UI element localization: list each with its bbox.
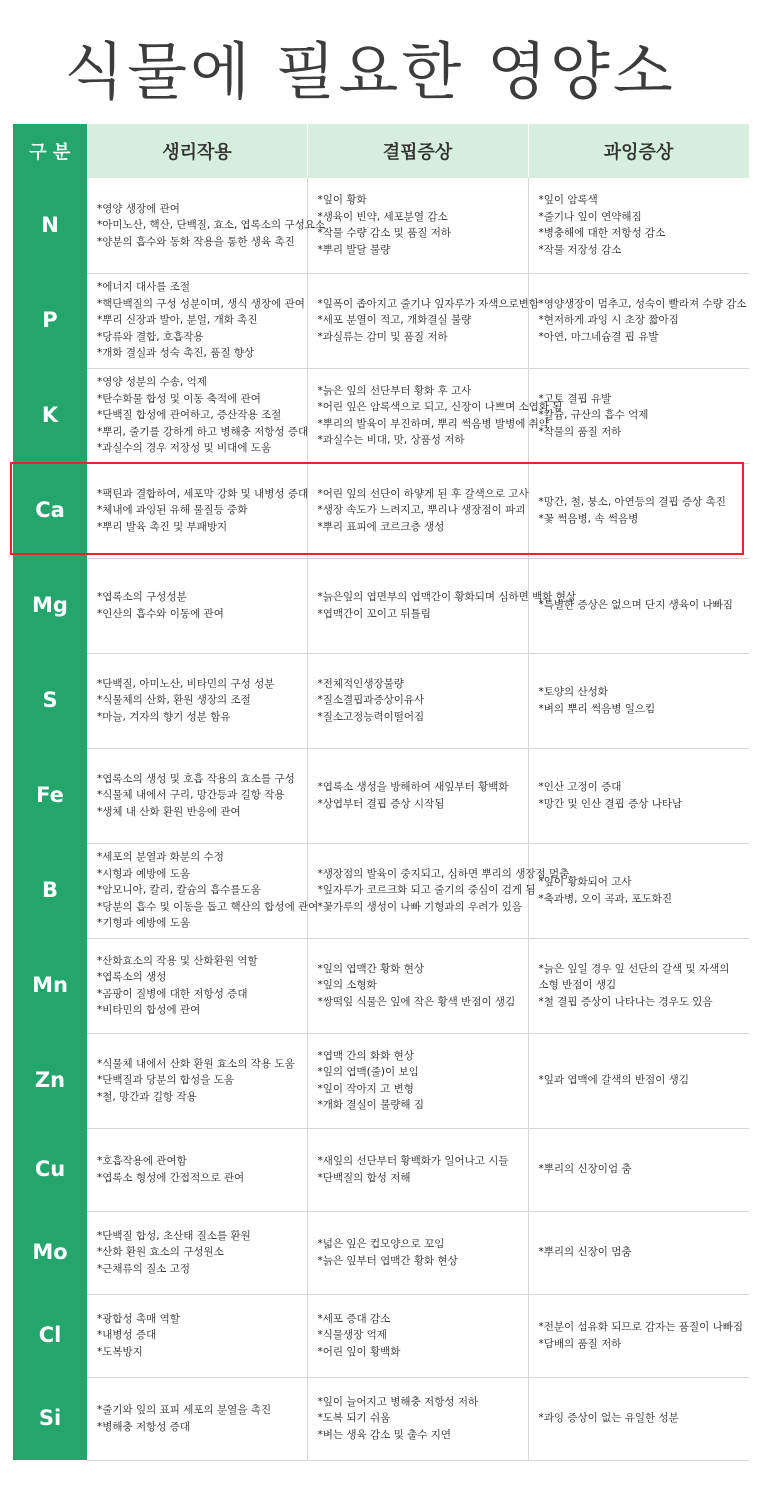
deficiency-line: *쌍떡잎 식물은 잎에 작은 황색 반점이 생김	[317, 995, 516, 1008]
excess-line: *뿌리의 신장이 멈춤	[538, 1246, 632, 1259]
deficiency-cell	[307, 273, 539, 368]
physiology-line: *세포의 분열과 화분의 수정	[97, 851, 224, 864]
physiology-cell	[87, 1033, 307, 1128]
physiology-line: *단백질과 당분의 합성을 도움	[97, 1074, 234, 1087]
deficiency-cell	[307, 1033, 528, 1128]
table-row	[13, 1294, 749, 1377]
deficiency-cell	[307, 463, 528, 558]
excess-cell	[528, 843, 749, 938]
table-row	[13, 1033, 749, 1128]
physiology-cell	[87, 1294, 307, 1377]
physiology-line: *줄기와 잎의 표피 세포의 분열을 촉진	[97, 1404, 272, 1416]
excess-cell	[528, 938, 749, 1033]
deficiency-cell	[307, 1128, 528, 1211]
physiology-line: *엽록소의 생성	[97, 971, 167, 983]
physiology-line: *영양 성분의 수송, 억제	[97, 376, 207, 389]
deficiency-line: *생장점의 발육이 중지되고, 심하면 뿌리의 생장점 멈춤	[317, 867, 570, 880]
table-row	[13, 938, 749, 1033]
table-row	[13, 558, 749, 653]
excess-cell	[528, 1211, 749, 1294]
excess-cell	[528, 1294, 749, 1377]
excess-line: *담배의 품질 저하	[538, 1337, 622, 1350]
physiology-line: *도복방지	[97, 1345, 143, 1358]
excess-cell	[528, 1377, 749, 1460]
excess-line: *병충해에 대한 저항성 감소	[538, 227, 666, 240]
physiology-line: *엽록소 형성에 간접적으로 관여	[97, 1171, 245, 1184]
deficiency-line: *잎이 늘어지고 병해충 저항성 저하	[317, 1395, 479, 1408]
excess-line: 소형 반점이 생김	[538, 979, 617, 992]
deficiency-line: *질소결핍과증상이유사	[317, 694, 425, 707]
deficiency-line: *벼는 생육 감소 및 출수 지연	[317, 1428, 452, 1441]
excess-cell	[528, 1033, 749, 1128]
physiology-line: *당분의 흡수 및 이동을 돕고 핵산의 합성에 관여	[97, 900, 319, 913]
physiology-cell	[87, 938, 307, 1033]
table-row	[13, 273, 749, 368]
excess-line: *과잉 증상이 없는 유일한 성분	[538, 1412, 679, 1425]
excess-line: *아연, 마그네슘결 핍 유발	[538, 330, 659, 343]
physiology-line: *단백질 합성에 관여하고, 증산작용 조절	[97, 409, 282, 422]
physiology-line: *산화효소의 작용 및 산화환원 역할	[97, 954, 258, 967]
header-deficiency: 결핍증상	[307, 124, 528, 178]
deficiency-line: *개화 결실이 불량해 짐	[317, 1099, 425, 1111]
element-symbol: B	[13, 843, 87, 938]
physiology-line: *호흡작용에 관여함	[97, 1155, 187, 1167]
excess-line: *칼슘, 규산의 흡수 억제	[538, 409, 649, 422]
excess-line: *철 결핍 증상이 나타나는 경우도 있음	[538, 995, 713, 1008]
table-header-row	[13, 124, 749, 178]
element-symbol: Si	[13, 1377, 87, 1460]
deficiency-line: *단백질의 합성 저해	[317, 1171, 411, 1184]
deficiency-line: *어린 잎은 암록색으로 되고, 신장이 나쁘며 소엽화 됨	[317, 401, 563, 413]
element-symbol: Ca	[13, 463, 87, 558]
deficiency-cell	[307, 653, 528, 748]
deficiency-line: *잎이 작아지 고 변형	[317, 1082, 414, 1095]
physiology-cell	[87, 178, 326, 273]
excess-line: *영양생장이 멈추고, 성숙이 빨라져 수량 감소	[538, 297, 747, 310]
table-row	[13, 748, 749, 843]
deficiency-line: *도복 되기 쉬움	[317, 1412, 391, 1425]
excess-line: *고토 결핍 유발	[538, 392, 612, 405]
element-symbol: Zn	[13, 1033, 87, 1128]
physiology-line: *광합성 촉매 역할	[97, 1312, 180, 1325]
physiology-cell	[87, 1128, 307, 1211]
physiology-cell	[87, 273, 307, 368]
physiology-line: *암모니아, 칼리, 칼슘의 흡수를도움	[97, 884, 261, 897]
deficiency-line: *엽록소 생성을 방해하여 새잎부터 황백화	[317, 781, 509, 793]
physiology-cell	[87, 748, 307, 843]
deficiency-cell	[307, 938, 528, 1033]
deficiency-line: *뿌리의 발육이 부진하며, 뿌리 썩음병 발병에 취약	[317, 417, 549, 430]
deficiency-cell	[307, 1211, 528, 1294]
physiology-line: *핵단백질의 구성 성분이며, 생식 생장에 관여	[97, 297, 305, 310]
excess-line: *잎이 암록색	[538, 194, 598, 207]
physiology-cell	[87, 368, 307, 463]
physiology-line: *과실수의 경우 저장성 및 비대에 도움	[97, 442, 272, 455]
table-row	[13, 1377, 749, 1460]
deficiency-cell	[307, 558, 577, 653]
physiology-cell	[87, 463, 307, 558]
physiology-line: *엽록소의 구성성분	[97, 591, 187, 603]
deficiency-line: *식물생장 억제	[317, 1329, 387, 1342]
physiology-line: *식물체의 산화, 환원 생장의 조절	[97, 694, 251, 707]
physiology-line: *내병성 증대	[97, 1329, 157, 1342]
excess-line: *망간 및 인산 결핍 증상 나타남	[538, 797, 683, 810]
element-symbol: K	[13, 368, 87, 463]
deficiency-line: *늙은잎의 엽면부의 엽맥간이 황화되며 심하면 백화 현상	[317, 591, 577, 603]
physiology-line: *식물체 내에서 구리, 망간등과 길항 작용	[97, 789, 285, 802]
table-row	[13, 1128, 749, 1211]
deficiency-line: *넓은 잎은 컵모양으로 꼬임	[317, 1238, 445, 1250]
physiology-line: *단백질 합성, 초산태 질소를 환원	[97, 1229, 251, 1242]
element-symbol: S	[13, 653, 87, 748]
header-physiology: 생리작용	[87, 124, 307, 178]
excess-line: *망간, 철, 붕소, 아연등의 결핍 증상 촉진	[538, 496, 726, 508]
excess-cell	[528, 653, 749, 748]
deficiency-line: *상엽부터 결핍 증상 시작됨	[317, 797, 445, 810]
excess-line: *토양의 산성화	[538, 686, 608, 698]
deficiency-line: *엽맥간이 꼬이고 뒤틀림	[317, 607, 431, 620]
excess-line: *작물의 품질 저하	[538, 425, 622, 438]
header-excess: 과잉증상	[528, 124, 749, 178]
physiology-line: *탄수화물 합성 및 이동 축적에 관여	[97, 392, 261, 405]
table-row	[13, 1211, 749, 1294]
excess-line: *잎이 황화되어 고사	[538, 876, 632, 888]
element-symbol: P	[13, 273, 87, 368]
element-symbol: Mo	[13, 1211, 87, 1294]
excess-cell	[528, 273, 749, 368]
deficiency-line: *과실류는 감미 및 품질 저하	[317, 330, 448, 343]
excess-line: *작물 저장성 감소	[538, 243, 622, 256]
deficiency-line: *뿌리 표피에 코르크층 생성	[317, 520, 445, 533]
physiology-line: *병해충 저항성 증대	[97, 1420, 191, 1433]
physiology-cell	[87, 653, 307, 748]
deficiency-line: *잎자루가 코르크화 되고 줄기의 중심이 검게 됨	[317, 884, 536, 897]
element-symbol: Cl	[13, 1294, 87, 1377]
deficiency-cell	[307, 748, 528, 843]
physiology-cell	[87, 1377, 307, 1460]
element-symbol: Fe	[13, 748, 87, 843]
excess-line: *축과병, 오이 곡과, 포도화진	[538, 892, 673, 905]
physiology-line: *체내에 과잉된 유해 물질등 중화	[97, 504, 248, 517]
table-row	[13, 653, 749, 748]
physiology-line: *엽록소의 생성 및 호흡 작용의 효소를 구성	[97, 772, 295, 785]
physiology-line: *식물체 내에서 산화 환원 효소의 작용 도움	[97, 1057, 295, 1070]
header-category: 구 분	[13, 124, 87, 178]
deficiency-line: *작물 수량 감소 및 품질 저하	[317, 227, 452, 240]
deficiency-line: *잎의 소형화	[317, 979, 377, 992]
deficiency-line: *꽃가루의 생성이 나빠 기형과의 우려가 있음	[317, 900, 523, 913]
physiology-line: *개화 결실과 성숙 촉진, 품질 향상	[97, 347, 255, 360]
deficiency-line: *생육이 빈약, 세포분열 감소	[317, 210, 448, 223]
physiology-line: *팩틴과 결합하여, 세포막 강화 및 내병성 증대	[97, 487, 309, 500]
deficiency-line: *질소고정능력이떨어짐	[317, 710, 425, 723]
deficiency-line: *어린 잎이 황백화	[317, 1345, 401, 1358]
excess-line: *특별한 증상은 없으며 단지 생육이 나빠짐	[538, 599, 733, 612]
physiology-line: *산화 환원 효소의 구성원소	[97, 1246, 224, 1259]
excess-cell	[528, 178, 749, 273]
deficiency-line: *전체적인생장불량	[317, 677, 404, 690]
excess-line: *뿌리의 신장이엄 춤	[538, 1163, 632, 1176]
physiology-line: *마늘, 겨자의 향기 성분 함유	[97, 710, 231, 723]
excess-cell	[528, 748, 749, 843]
deficiency-line: *늙은 잎부터 엽맥간 황화 현상	[317, 1254, 458, 1267]
deficiency-cell	[307, 1294, 528, 1377]
deficiency-cell	[307, 178, 528, 273]
excess-cell	[528, 558, 749, 653]
deficiency-line: *세포 증대 감소	[317, 1312, 391, 1325]
physiology-line: *뿌리 신장과 발아, 분얼, 개화 촉진	[97, 314, 258, 327]
element-symbol: Cu	[13, 1128, 87, 1211]
physiology-cell	[87, 558, 307, 653]
deficiency-line: *잎의 엽맥간 황화 현상	[317, 962, 425, 975]
physiology-line: *곰팡이 질병에 대한 저항성 증대	[97, 987, 248, 1000]
element-symbol: N	[13, 178, 87, 273]
physiology-line: *당류와 결합, 호흡작용	[97, 330, 204, 343]
deficiency-line: *과실수는 비대, 맛, 상품성 저하	[317, 434, 465, 446]
page-title: 식물에 필요한 영양소	[64, 35, 676, 108]
deficiency-line: *잎의 엽맥(줄)이 보임	[317, 1066, 419, 1078]
deficiency-cell	[307, 1377, 528, 1460]
deficiency-line: *세포 분열이 적고, 개화결실 불량	[317, 314, 472, 327]
physiology-line: *영양 생장에 관여	[97, 202, 180, 215]
deficiency-line: *잎폭이 좁아지고 줄기나 잎자루가 자색으로변함	[317, 297, 539, 310]
table-row	[13, 368, 749, 463]
excess-line: *잎과 엽맥에 갈색의 반점이 생김	[538, 1074, 689, 1087]
element-symbol: Mg	[13, 558, 87, 653]
table-row	[13, 463, 749, 558]
deficiency-line: *뿌리 발달 불량	[317, 243, 391, 256]
deficiency-line: *어린 잎의 선단이 하얗게 된 후 갈색으로 고사	[317, 487, 529, 500]
physiology-line: *아미노산, 핵산, 단백질, 효소, 엽록소의 구성요소	[97, 219, 326, 231]
excess-line: *현저하게 과잉 시 초장 짧아짐	[538, 314, 679, 327]
physiology-line: *철, 망간과 길항 작용	[97, 1090, 197, 1103]
deficiency-line: *잎이 황화	[317, 194, 367, 207]
table-body	[13, 178, 749, 1460]
excess-cell	[528, 368, 749, 463]
physiology-line: *근채류의 질소 고정	[97, 1262, 191, 1275]
physiology-line: *단백질, 아미노산, 비타민의 구성 성분	[97, 677, 275, 690]
physiology-line: *기형과 예방에 도움	[97, 917, 191, 930]
deficiency-cell	[307, 843, 570, 938]
table-row	[13, 178, 749, 273]
deficiency-line: *새잎의 선단부터 황백화가 일어나고 시들	[317, 1155, 509, 1167]
physiology-cell	[87, 1211, 307, 1294]
physiology-line: *인산의 흡수와 이동에 관여	[97, 607, 224, 620]
excess-line: *늙은 잎일 경우 잎 선단의 갈색 및 자색의	[538, 962, 730, 975]
table-row	[13, 843, 749, 938]
nutrient-table	[13, 124, 750, 1461]
physiology-line: *뿌리 발육 촉진 및 부패방지	[97, 520, 228, 533]
deficiency-line: *엽맥 간의 화화 현상	[317, 1049, 414, 1062]
excess-line: *전분이 섬유화 되므로 감자는 품질이 나빠짐	[538, 1321, 744, 1333]
deficiency-cell	[307, 368, 563, 463]
deficiency-line: *늙은 잎의 선단부터 황화 후 고사	[317, 384, 472, 397]
physiology-line: *비타민의 합성에 관여	[97, 1004, 201, 1016]
deficiency-line: *생장 속도가 느려지고, 뿌리나 생장점이 파괴	[317, 504, 526, 517]
element-symbol: Mn	[13, 938, 87, 1033]
excess-line: *꽃 썩음병, 속 썩음병	[538, 512, 639, 525]
excess-line: *벼의 뿌리 썩음병 일으킴	[538, 702, 656, 715]
excess-cell	[528, 463, 749, 558]
physiology-line: *생체 내 산화 환원 반응에 관여	[97, 805, 241, 818]
excess-line: *인산 고정이 증대	[538, 781, 622, 793]
physiology-cell	[87, 843, 319, 938]
physiology-line: *에너지 대사를 조절	[97, 281, 191, 294]
physiology-line: *시형과 예방에 도움	[97, 867, 191, 880]
excess-cell	[528, 1128, 749, 1211]
physiology-line: *뿌리, 줄기를 강하게 하고 병해충 저항성 증대	[97, 425, 309, 438]
physiology-line: *양분의 흡수와 동화 작용을 통한 생육 촉진	[97, 235, 295, 248]
excess-line: *줄기나 잎이 연약해짐	[538, 210, 642, 223]
